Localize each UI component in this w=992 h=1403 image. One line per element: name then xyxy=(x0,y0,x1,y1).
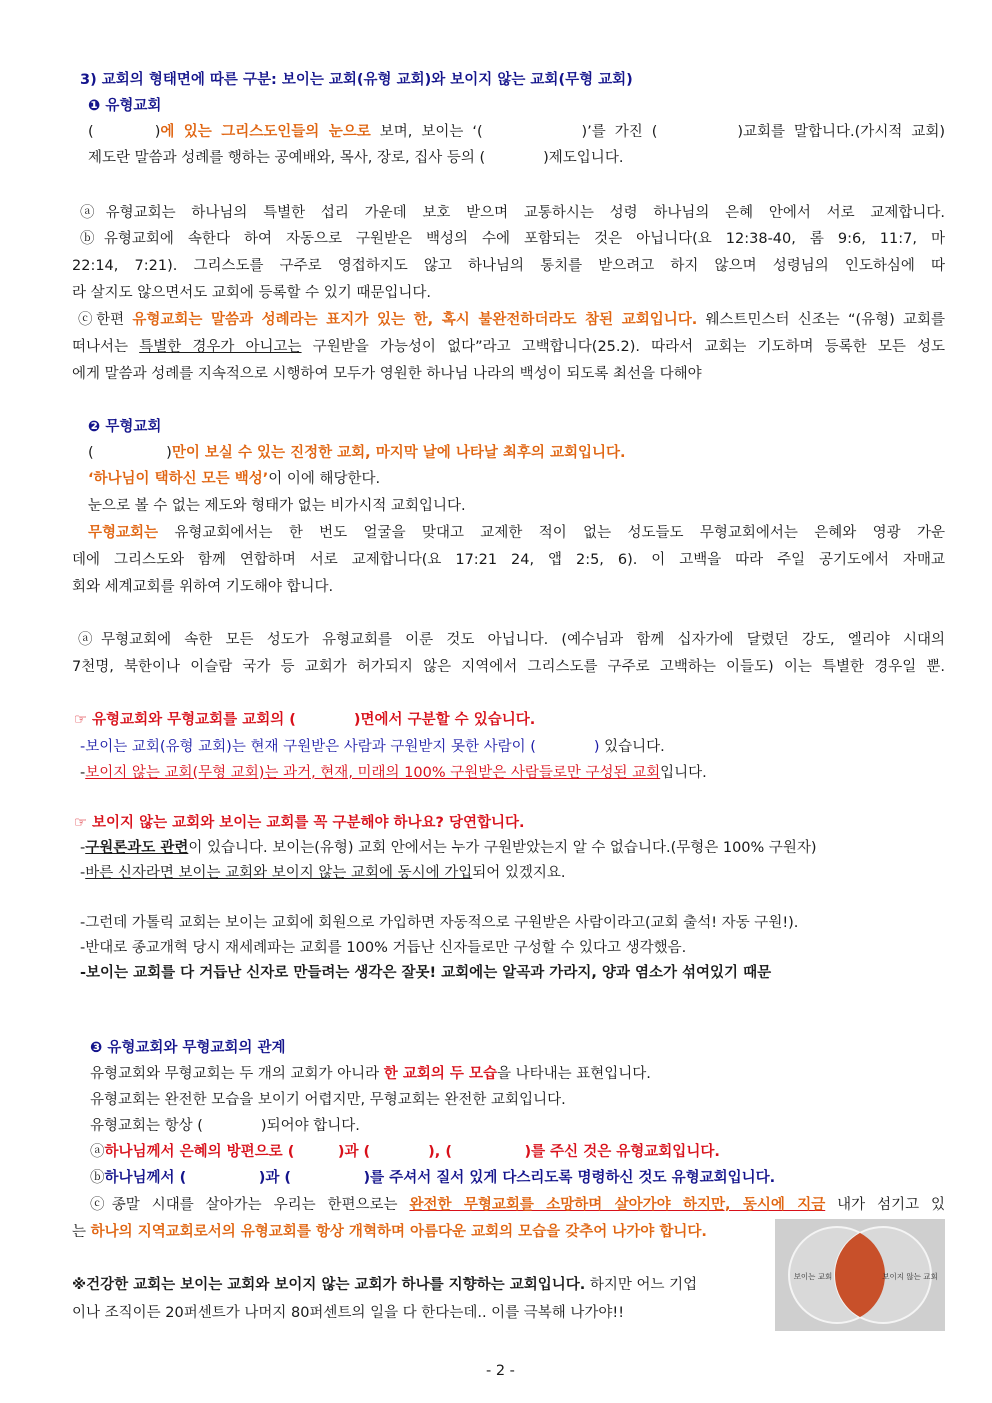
note-line: -그런데 가톨릭 교회는 보이는 교회에 회원으로 가입하면 자동적으로 구원받은 사람이라고(교회 출석! 자동 구원!). xyxy=(80,915,799,931)
note-line: -구원론과도 관련이 있습니다. 보이는(유형) 교회 안에서는 누가 구원받았는지 알 수 없습니다.(무형은 100% 구원자) xyxy=(80,840,817,856)
paragraph-line: 유형교회는 완전한 모습을 보이기 어렵지만, 무형교회는 완전한 교회입니다. xyxy=(90,1092,566,1108)
subsection-title-relationship: ❸ 유형교회와 무형교회의 관계 xyxy=(90,1040,286,1056)
paragraph-line: 떠나서는 특별한 경우가 아니고는 구원받을 가능성이 없다”라고 고백합니다(25.2). 따라서 교회는 기도하며 등록한 모든 성도 xyxy=(72,339,946,355)
paragraph-line: 제도란 말씀과 성례를 행하는 공예배와, 목사, 장로, 집사 등의 ( )제도입니다. xyxy=(88,150,624,166)
paragraph-line: 유형교회는 항상 ( )되어야 합니다. xyxy=(90,1118,360,1134)
paragraph-line: 눈으로 볼 수 없는 제도와 형태가 없는 비가시적 교회입니다. xyxy=(88,498,466,514)
paragraph-line: ( )에 있는 그리스도인들의 눈으로 보며, 보이는 ‘( )’를 가진 ( )교회를 말합니다.(가시적 교회) xyxy=(88,124,945,140)
subsection-title-visible-church: ❶ 유형교회 xyxy=(88,98,162,114)
venn-right-label: 보이지 않는 교회 xyxy=(882,1272,938,1281)
note-line: -바른 신자라면 보이는 교회와 보이지 않는 교회에 동시에 가입되어 있겠지요. xyxy=(80,865,566,881)
paragraph-line: ⓐ무형교회에 속한 모든 성도가 유형교회를 이룬 것도 아닙니다. (예수님과 함께 십자가에 달렸던 강도, 엘리야 시대의 xyxy=(78,632,945,648)
paragraph-line: 회와 세계교회를 위하여 기도해야 합니다. xyxy=(72,579,334,595)
note-line: -보이는 교회(유형 교회)는 현재 구원받은 사람과 구원받지 못한 사람이 ( ) 있습니다. xyxy=(80,739,665,755)
subsection-title-invisible-church: ❷ 무형교회 xyxy=(88,419,162,435)
paragraph-line: 7천명, 북한이나 이슬람 국가 등 교회가 허가되지 않은 지역에서 그리스도를 구주로 고백하는 이들도) 이는 특별한 경우일 뿐. xyxy=(72,659,945,675)
venn-diagram-image xyxy=(775,1219,945,1331)
paragraph-line: ⓑ하나님께서 ( )과 ( )를 주셔서 질서 있게 다스리도록 명령하신 것도 유형교회입니다. xyxy=(90,1170,776,1186)
note-heading: ☞ 유형교회와 무형교회를 교회의 ( )면에서 구분할 수 있습니다. xyxy=(74,712,536,728)
section-heading: 3) 교회의 형태면에 따른 구분: 보이는 교회(유형 교회)와 보이지 않는 교회(무형 교회) xyxy=(80,72,633,88)
closing-line: ※건강한 교회는 보이는 교회와 보이지 않는 교회가 하나를 지향하는 교회입니다. 하지만 어느 기업 xyxy=(72,1277,698,1293)
paragraph-line: ‘하나님이 택하신 모든 백성’이 이에 해당한다. xyxy=(88,471,381,487)
paragraph-line: 는 하나의 지역교회로서의 유형교회를 항상 개혁하며 아름다운 교회의 모습을 갖추어 나가야 합니다. xyxy=(72,1224,707,1240)
paragraph-line: 무형교회는 유형교회에서는 한 번도 얼굴을 맞대고 교제한 적이 없는 성도들도 무형교회에서는 은혜와 영광 가운 xyxy=(88,525,945,541)
paragraph-line: 라 살지도 않으면서도 교회에 등록할 수 있기 때문입니다. xyxy=(72,285,432,301)
venn-left-label: 보이는 교회 xyxy=(793,1272,833,1281)
note-heading: ☞ 보이지 않는 교회와 보이는 교회를 꼭 구분해야 하나요? 당연합니다. xyxy=(74,815,525,831)
paragraph-line: ⓐ하나님께서 은혜의 방편으로 ( )과 ( ), ( )를 주신 것은 유형교회입니다. xyxy=(90,1144,720,1160)
paragraph-line: 22:14, 7:21). 그리스도를 구주로 영접하지도 않고 하나님의 통치를 받으려고 하지 않으며 성령님의 인도하심에 따 xyxy=(72,258,945,274)
note-line: -반대로 종교개혁 당시 재세례파는 교회를 100% 거듭난 신자들로만 구성할 수 있다고 생각했음. xyxy=(80,940,687,956)
paragraph-line: ⓐ유형교회는 하나님의 특별한 섭리 가운데 보호 받으며 교통하시는 성령 하나님의 은혜 안에서 서로 교제합니다. xyxy=(80,205,945,221)
paragraph-line: ( )만이 보실 수 있는 진정한 교회, 마지막 날에 나타날 최후의 교회입니다. xyxy=(88,445,626,461)
page-number: - 2 - xyxy=(486,1363,515,1379)
paragraph-line: 데에 그리스도와 함께 연합하며 서로 교제합니다(요 17:21 24, 앱 2:5, 6). 이 고백을 따라 주일 공기도에서 자매교 xyxy=(72,552,945,568)
paragraph-line: ⓑ유형교회에 속한다 하여 자동으로 구원받은 백성의 수에 포함되는 것은 아닙니다(요 12:38-40, 롬 9:6, 11:7, 마 xyxy=(80,231,945,247)
paragraph-line: ⓒ종말 시대를 살아가는 우리는 한편으로는 완전한 무형교회를 소망하며 살아가야 하지만, 동시에 지금 내가 섬기고 있 xyxy=(90,1197,946,1213)
note-line: -보이는 교회를 다 거듭난 신자로 만들려는 생각은 잘못! 교회에는 알곡과 가라지, 양과 염소가 섞여있기 때문 xyxy=(80,965,772,981)
note-line: -보이지 않는 교회(무형 교회)는 과거, 현재, 미래의 100% 구원받은 사람들로만 구성된 교회입니다. xyxy=(80,765,707,781)
paragraph-line: 유형교회와 무형교회는 두 개의 교회가 아니라 한 교회의 두 모습을 나타내는 표현입니다. xyxy=(90,1066,651,1082)
closing-line: 이나 조직이든 20퍼센트가 나머지 80퍼센트의 일을 다 한다는데.. 이를 극복해 나가야!! xyxy=(72,1305,625,1321)
paragraph-line: ⓒ한편 유형교회는 말씀과 성례라는 표지가 있는 한, 혹시 불완전하더라도 참된 교회입니다. 웨스트민스터 신조는 “(유형) 교회를 xyxy=(78,312,946,328)
paragraph-line: 에게 말씀과 성례를 지속적으로 시행하여 모두가 영원한 하나님 나라의 백성이 되도록 최선을 다해야 xyxy=(72,366,702,382)
